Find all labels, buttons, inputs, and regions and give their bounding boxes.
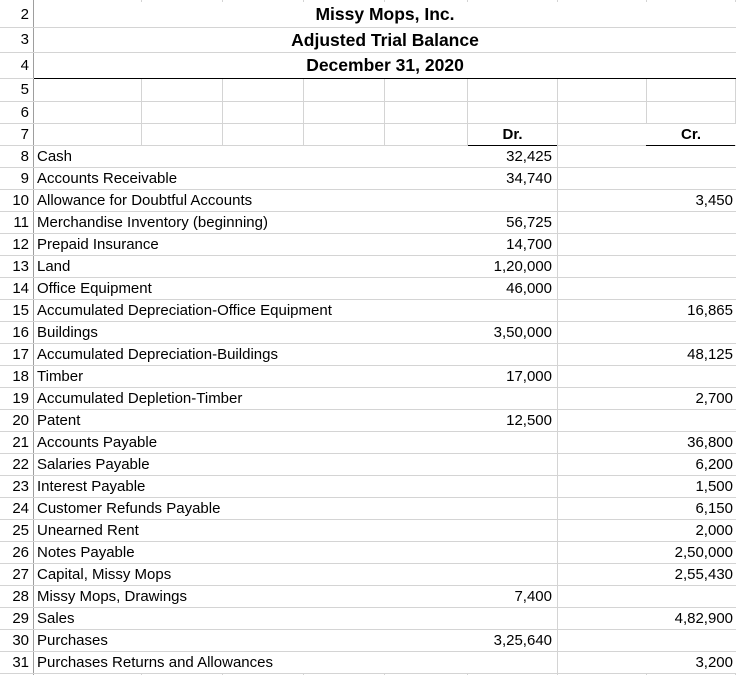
row-number[interactable]: 21 <box>0 432 33 453</box>
account-name-cell[interactable]: Capital, Missy Mops <box>34 564 468 585</box>
row-number[interactable]: 3 <box>0 28 33 52</box>
credit-amount-cell[interactable]: 2,50,000 <box>646 542 736 563</box>
account-name-cell[interactable]: Cash <box>34 146 468 167</box>
account-name-cell[interactable]: Accumulated Depreciation-Office Equipment <box>34 300 468 321</box>
account-name-cell[interactable]: Notes Payable <box>34 542 468 563</box>
row-number[interactable]: 17 <box>0 344 33 365</box>
account-name-cell[interactable]: Interest Payable <box>34 476 468 497</box>
debit-amount-cell[interactable] <box>468 498 557 519</box>
credit-amount-cell[interactable]: 2,55,430 <box>646 564 736 585</box>
account-name-cell[interactable]: Accounts Receivable <box>34 168 468 189</box>
row-number[interactable]: 26 <box>0 542 33 563</box>
row-number[interactable]: 11 <box>0 212 33 233</box>
row-number[interactable]: 4 <box>0 53 33 78</box>
debit-amount-cell[interactable]: 3,50,000 <box>468 322 557 343</box>
credit-amount-cell[interactable]: 4,82,900 <box>646 608 736 629</box>
credit-amount-cell[interactable] <box>646 146 736 167</box>
account-name-cell[interactable]: Accounts Payable <box>34 432 468 453</box>
debit-amount-cell[interactable]: 17,000 <box>468 366 557 387</box>
debit-amount-cell[interactable]: 1,20,000 <box>468 256 557 277</box>
row-number[interactable]: 31 <box>0 652 33 673</box>
debit-amount-cell[interactable]: 46,000 <box>468 278 557 299</box>
account-name-cell[interactable]: Customer Refunds Payable <box>34 498 468 519</box>
row-number[interactable]: 30 <box>0 630 33 651</box>
credit-amount-cell[interactable] <box>646 630 736 651</box>
debit-amount-cell[interactable] <box>468 652 557 673</box>
report-date: December 31, 2020 <box>34 53 736 78</box>
debit-amount-cell[interactable] <box>468 432 557 453</box>
row-number[interactable]: 9 <box>0 168 33 189</box>
credit-amount-cell[interactable] <box>646 586 736 607</box>
row-number[interactable]: 5 <box>0 79 33 101</box>
row-number[interactable]: 7 <box>0 124 33 145</box>
row-number[interactable]: 25 <box>0 520 33 541</box>
debit-amount-cell[interactable] <box>468 608 557 629</box>
debit-amount-cell[interactable]: 34,740 <box>468 168 557 189</box>
credit-amount-cell[interactable]: 36,800 <box>646 432 736 453</box>
debit-amount-cell[interactable] <box>468 300 557 321</box>
credit-amount-cell[interactable] <box>646 366 736 387</box>
credit-amount-cell[interactable]: 3,200 <box>646 652 736 673</box>
row-number[interactable]: 13 <box>0 256 33 277</box>
debit-amount-cell[interactable] <box>468 454 557 475</box>
debit-amount-cell[interactable] <box>468 520 557 541</box>
account-name-cell[interactable]: Buildings <box>34 322 468 343</box>
row-number[interactable]: 18 <box>0 366 33 387</box>
row-number[interactable]: 24 <box>0 498 33 519</box>
account-name-cell[interactable]: Accumulated Depreciation-Buildings <box>34 344 468 365</box>
credit-amount-cell[interactable]: 6,150 <box>646 498 736 519</box>
credit-amount-cell[interactable]: 48,125 <box>646 344 736 365</box>
account-name-cell[interactable]: Merchandise Inventory (beginning) <box>34 212 468 233</box>
row-number[interactable]: 22 <box>0 454 33 475</box>
row-number[interactable]: 12 <box>0 234 33 255</box>
title-bottom-border <box>34 78 736 79</box>
row-number[interactable]: 27 <box>0 564 33 585</box>
row-number[interactable]: 6 <box>0 102 33 123</box>
row-gridline <box>0 101 736 102</box>
credit-amount-cell[interactable]: 1,500 <box>646 476 736 497</box>
row-number[interactable]: 28 <box>0 586 33 607</box>
credit-amount-cell[interactable]: 2,000 <box>646 520 736 541</box>
row-number[interactable]: 29 <box>0 608 33 629</box>
debit-amount-cell[interactable]: 7,400 <box>468 586 557 607</box>
account-name-cell[interactable]: Land <box>34 256 468 277</box>
credit-amount-cell[interactable]: 16,865 <box>646 300 736 321</box>
debit-amount-cell[interactable] <box>468 564 557 585</box>
credit-amount-cell[interactable] <box>646 410 736 431</box>
row-number[interactable]: 15 <box>0 300 33 321</box>
credit-amount-cell[interactable] <box>646 212 736 233</box>
credit-amount-cell[interactable] <box>646 278 736 299</box>
row-number[interactable]: 10 <box>0 190 33 211</box>
credit-amount-cell[interactable]: 6,200 <box>646 454 736 475</box>
row-number[interactable]: 2 <box>0 2 33 27</box>
credit-amount-cell[interactable]: 2,700 <box>646 388 736 409</box>
row-number[interactable]: 20 <box>0 410 33 431</box>
row-number[interactable]: 16 <box>0 322 33 343</box>
debit-amount-cell[interactable]: 56,725 <box>468 212 557 233</box>
row-number[interactable]: 14 <box>0 278 33 299</box>
debit-amount-cell[interactable] <box>468 344 557 365</box>
account-name-cell[interactable]: Allowance for Doubtful Accounts <box>34 190 468 211</box>
account-name-cell[interactable]: Timber <box>34 366 468 387</box>
debit-amount-cell[interactable]: 12,500 <box>468 410 557 431</box>
row-number[interactable]: 23 <box>0 476 33 497</box>
credit-amount-cell[interactable] <box>646 256 736 277</box>
account-name-cell[interactable]: Patent <box>34 410 468 431</box>
account-name-cell[interactable]: Missy Mops, Drawings <box>34 586 468 607</box>
account-name-cell[interactable]: Salaries Payable <box>34 454 468 475</box>
debit-amount-cell[interactable]: 32,425 <box>468 146 557 167</box>
credit-amount-cell[interactable] <box>646 322 736 343</box>
company-name: Missy Mops, Inc. <box>34 2 736 27</box>
debit-amount-cell[interactable]: 14,700 <box>468 234 557 255</box>
row-number[interactable]: 19 <box>0 388 33 409</box>
credit-amount-cell[interactable] <box>646 168 736 189</box>
credit-amount-cell[interactable]: 3,450 <box>646 190 736 211</box>
account-name-cell[interactable]: Purchases Returns and Allowances <box>34 652 468 673</box>
credit-column-header: Cr. <box>646 124 736 145</box>
debit-amount-cell[interactable] <box>468 542 557 563</box>
debit-column-header: Dr. <box>468 124 557 145</box>
account-name-cell[interactable]: Sales <box>34 608 468 629</box>
row-number[interactable]: 8 <box>0 146 33 167</box>
debit-amount-cell[interactable] <box>468 190 557 211</box>
account-name-cell[interactable]: Accumulated Depletion-Timber <box>34 388 468 409</box>
account-name-cell[interactable]: Unearned Rent <box>34 520 468 541</box>
row-gridline <box>0 123 736 124</box>
account-name-cell[interactable]: Office Equipment <box>34 278 468 299</box>
debit-amount-cell[interactable] <box>468 476 557 497</box>
debit-amount-cell[interactable]: 3,25,640 <box>468 630 557 651</box>
debit-amount-cell[interactable] <box>468 388 557 409</box>
account-name-cell[interactable]: Prepaid Insurance <box>34 234 468 255</box>
row-gridline <box>0 673 736 674</box>
account-name-cell[interactable]: Purchases <box>34 630 468 651</box>
credit-amount-cell[interactable] <box>646 234 736 255</box>
report-title: Adjusted Trial Balance <box>34 28 736 52</box>
